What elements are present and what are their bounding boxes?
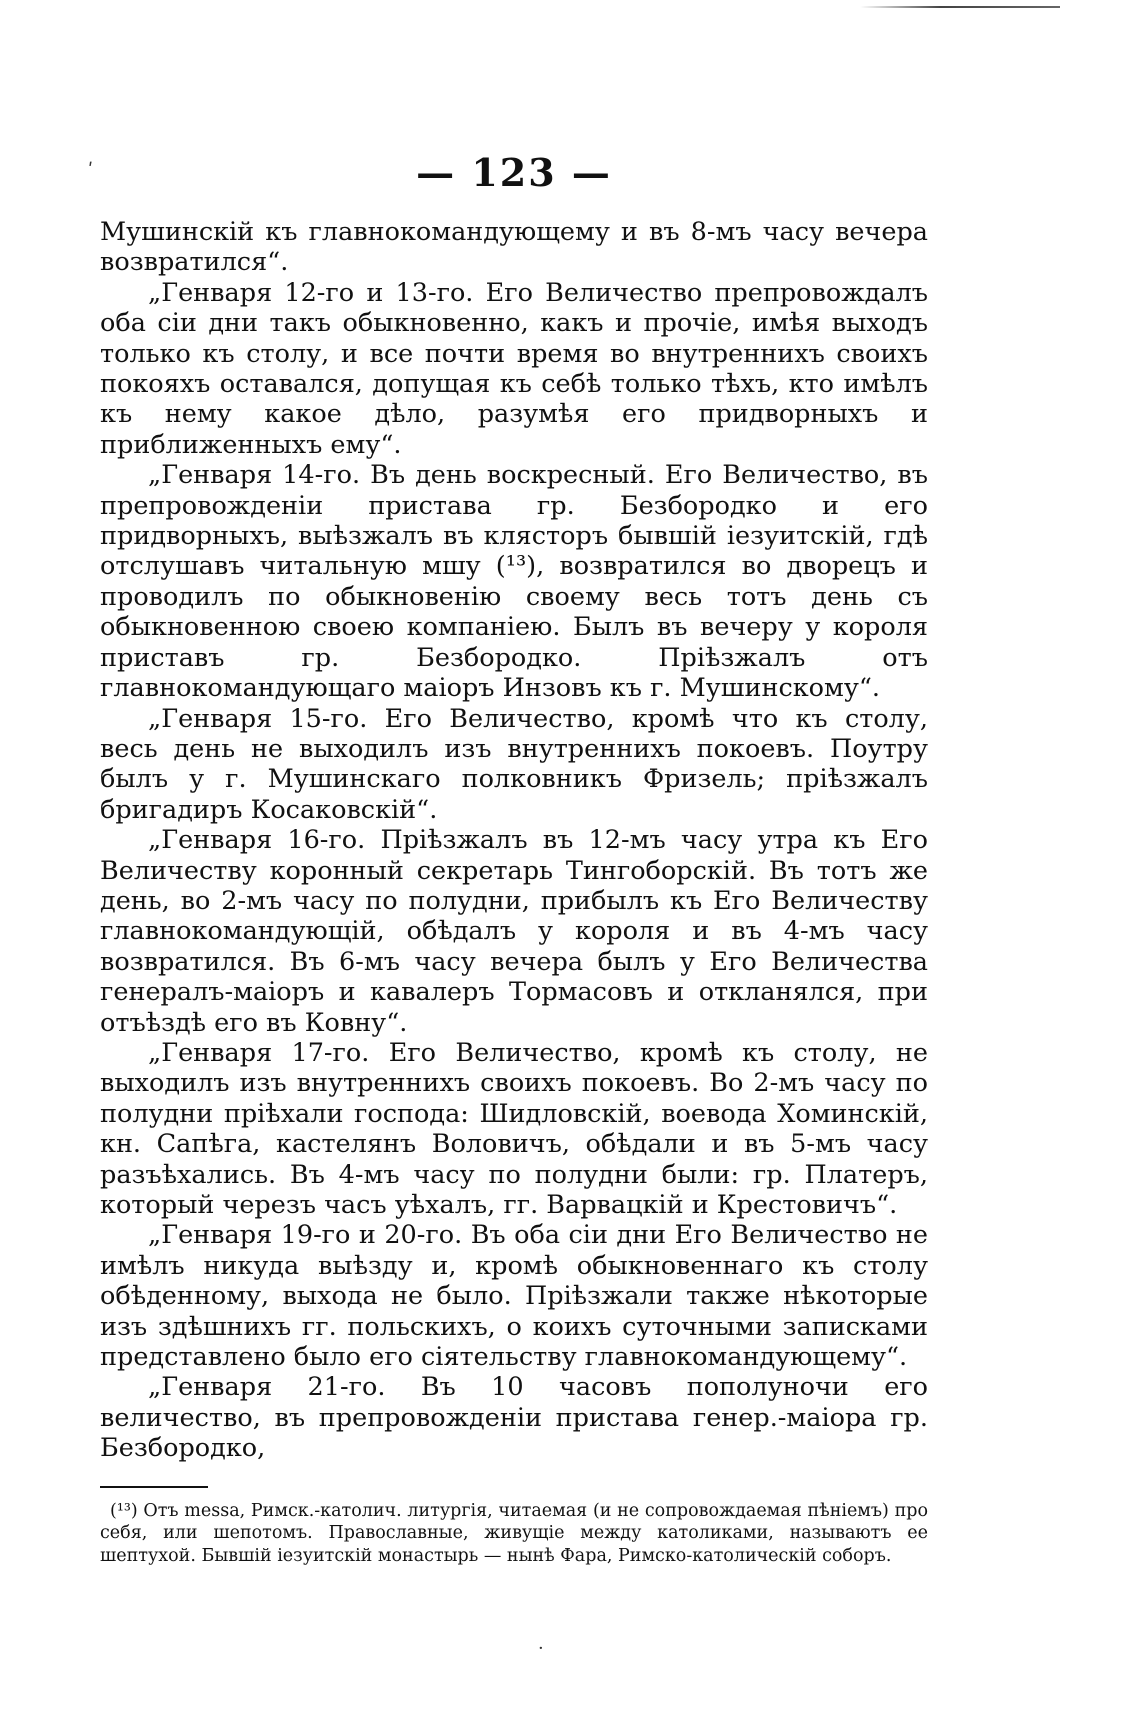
paragraph-continuation: Мушинскій къ главнокомандующему и въ 8-мъ часу вечера возвратился“. (100, 217, 928, 278)
footnote-13: (¹³) Отъ messa, Римск.-католич. литургія, читаемая (и не сопровождаемая пѣніемъ) про себя, или шепотомъ. Православные, живущіе между католиками, называютъ ее шептухой. Бывшій іезуитскій монастырь — нынѣ Фара, Римско-католическій соборъ. (100, 1500, 928, 1566)
paragraph-jan-21: „Генваря 21-го. Въ 10 часовъ пополуночи его величество, въ препровожденіи пристава генер.-маіора гр. Безбородко, (100, 1372, 928, 1464)
margin-speck: ʹ (88, 160, 94, 181)
footnote-divider (100, 1486, 208, 1488)
page-number: — 123 — (416, 150, 612, 195)
scan-edge-rule (860, 6, 1060, 8)
paragraph-jan-17: „Генваря 17-го. Его Величество, кромѣ къ столу, не выходилъ изъ внутреннихъ своихъ покоевъ. Во 2-мъ часу по полудни пріѣхали господа: Шидловскій, воевода Хоминскій, кн. Сапѣга, кастелянъ Воловичъ, обѣдали и въ 5-мъ часу разъѣхались. Въ 4-мъ часу по полудни были: гр. Платеръ, который черезъ часъ уѣхалъ, гг. Варвацкій и Крестовичъ“. (100, 1037, 928, 1220)
paragraph-jan-12-13: „Генваря 12-го и 13-го. Его Величество препровождалъ оба сіи дни такъ обыкновенно, какъ и прочіе, имѣя выходъ только къ столу, и все почти время во внутреннихъ своихъ покояхъ оставался, допущая къ себѣ только тѣхъ, кто имѣлъ къ нему какое дѣло, разумѣя его придворныхъ и приближенныхъ ему“. (100, 277, 928, 460)
paragraph-jan-15: „Генваря 15-го. Его Величество, кромѣ что къ столу, весь день не выходилъ изъ внутреннихъ покоевъ. Поутру былъ у г. Мушинскаго полковникъ Фризель; пріѣзжалъ бригадиръ Косаковскій“. (100, 703, 928, 825)
book-page (100, 150, 928, 1567)
main-text (100, 217, 928, 1464)
paragraph-jan-14: „Генваря 14-го. Въ день воскресный. Его Величество, въ препровожденіи пристава гр. Безбородко и его придворныхъ, выѣзжалъ въ клясторъ бывшій іезуитскій, гдѣ отслушавъ читальную мшу (¹³), возвратился во дворецъ и проводилъ по обыкновенію своему весь тотъ день съ обыкновенною своею компаніею. Былъ въ вечеру у короля приставъ гр. Безбородко. Пріѣзжалъ отъ главнокомандующаго маіоръ Инзовъ къ г. Мушинскому“. (100, 460, 928, 704)
bottom-speck: · (538, 1638, 544, 1659)
paragraph-jan-19-20: „Генваря 19-го и 20-го. Въ оба сіи дни Его Величество не имѣлъ никуда выѣзду и, кромѣ обыкновеннаго къ столу обѣденному, выхода не было. Пріѣзжали также нѣкоторые изъ здѣшнихъ гг. польскихъ, о коихъ суточными записками представлено было его сіятельству главнокомандующему“. (100, 1220, 928, 1373)
footnotes (100, 1500, 928, 1568)
paragraph-jan-16: „Генваря 16-го. Пріѣзжалъ въ 12-мъ часу утра къ Его Величеству коронный секретарь Тингоборскій. Въ тотъ же день, во 2-мъ часу по полудни, прибылъ къ Его Величеству главнокомандующій, обѣдалъ у короля и въ 4-мъ часу возвратился. Въ 6-мъ часу вечера былъ у Его Величества генералъ-маіоръ и кавалеръ Тормасовъ и откланялся, при отъѣздѣ его въ Ковну“. (100, 825, 928, 1038)
